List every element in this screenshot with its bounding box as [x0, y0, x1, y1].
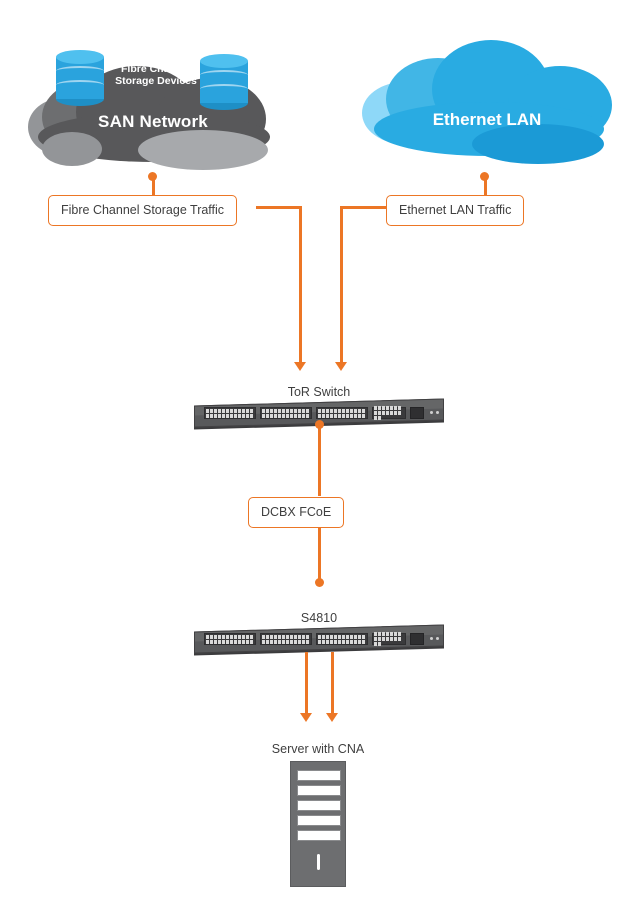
connector-s4810-to-server-a: [305, 652, 308, 718]
cloud-blob: [138, 130, 268, 170]
connector-eth-vertical: [340, 206, 343, 363]
tag-dcbx-fcoe: DCBX FCoE: [248, 497, 344, 528]
tag-fibre-channel-storage-traffic: Fibre Channel Storage Traffic: [48, 195, 237, 226]
switch-led: [430, 411, 433, 414]
server-drive-bay: [297, 830, 341, 841]
cloud-blob: [472, 124, 604, 164]
connector-arrow: [335, 362, 347, 371]
connector-arrow: [326, 713, 338, 722]
switch-led: [436, 411, 439, 414]
storage-cylinder: [56, 50, 104, 106]
server-drive-bay: [297, 770, 341, 781]
tor-switch-label: ToR Switch: [287, 385, 351, 399]
connector-tor-to-dcbx: [318, 424, 321, 496]
storage-cylinder: [200, 54, 248, 110]
switch-led: [436, 637, 439, 640]
switch-led: [430, 637, 433, 640]
target-storage-label: Target Fibre Channel Storage Devices: [115, 50, 197, 87]
san-network-label: SAN Network: [98, 112, 208, 131]
san-network-cloud: [28, 50, 278, 175]
ethernet-lan-cloud: [362, 40, 612, 175]
server-drive-bay: [297, 800, 341, 811]
switch-port-group: [316, 633, 368, 645]
connector-s4810-to-server-b: [331, 652, 334, 718]
switch-port-group: [316, 407, 368, 419]
s4810-label: S4810: [300, 611, 338, 625]
switch-port-group: [372, 407, 406, 419]
connector-dcbx-to-s4810: [318, 527, 321, 582]
server-label: Server with CNA: [271, 742, 365, 756]
cloud-blob: [42, 132, 102, 166]
switch-port-group: [260, 633, 312, 645]
connector-eth-horizontal: [340, 206, 388, 209]
s4810-switch[interactable]: [194, 628, 444, 654]
switch-port-group: [204, 633, 256, 645]
switch-uplink-module: [410, 407, 424, 419]
connector-fc-vertical: [299, 206, 302, 363]
connector-dot: [148, 172, 157, 181]
connector-dot: [315, 578, 324, 587]
tag-ethernet-lan-traffic: Ethernet LAN Traffic: [386, 195, 524, 226]
switch-port-group: [204, 407, 256, 419]
ethernet-lan-label: Ethernet LAN: [432, 110, 542, 129]
connector-arrow: [300, 713, 312, 722]
connector-dot: [480, 172, 489, 181]
connector-fc-horizontal: [256, 206, 302, 209]
server-drive-bay: [297, 785, 341, 796]
switch-uplink-module: [410, 633, 424, 645]
switch-port-group: [372, 633, 406, 645]
server-drive-bay: [297, 815, 341, 826]
server-with-cna[interactable]: [290, 761, 346, 887]
switch-port-group: [260, 407, 312, 419]
server-power-indicator: [317, 854, 320, 870]
connector-arrow: [294, 362, 306, 371]
